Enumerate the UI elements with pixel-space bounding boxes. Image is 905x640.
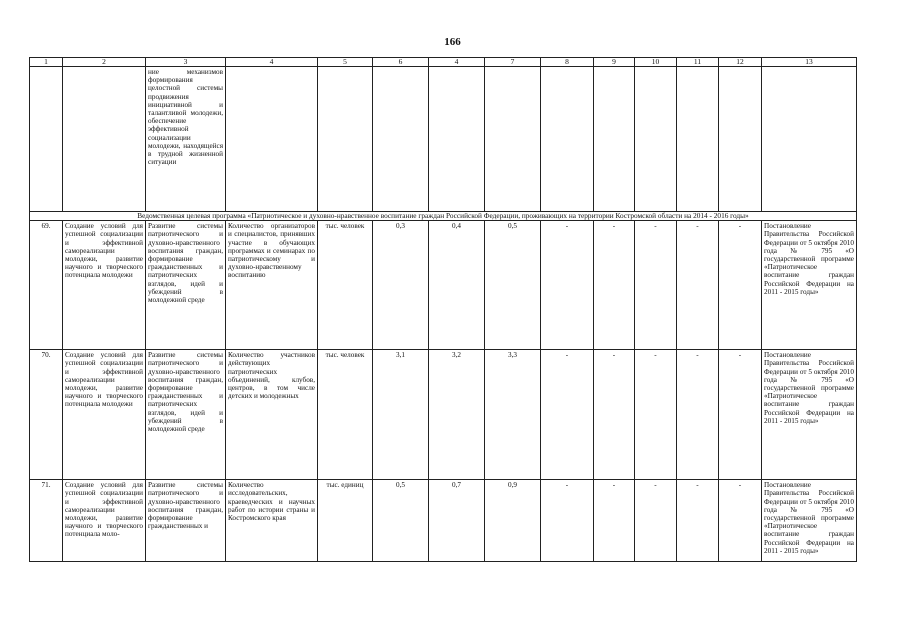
continuation-row bbox=[30, 67, 857, 212]
unit-cell: тыс. единиц bbox=[318, 480, 373, 562]
dash-cell: - bbox=[541, 480, 594, 562]
column-number: 4 bbox=[429, 58, 485, 67]
column-number: 6 bbox=[373, 58, 429, 67]
value-cell: 3,3 bbox=[485, 350, 541, 480]
column-number: 3 bbox=[146, 58, 226, 67]
column-number: 9 bbox=[594, 58, 635, 67]
row-number: 69. bbox=[30, 221, 63, 350]
page-number: 166 bbox=[444, 36, 461, 48]
dash-cell: - bbox=[541, 221, 594, 350]
dash-cell: - bbox=[594, 350, 635, 480]
table-row bbox=[30, 480, 857, 562]
dash-cell: - bbox=[719, 480, 762, 562]
indicators-table bbox=[29, 57, 857, 562]
dash-cell: - bbox=[719, 350, 762, 480]
document-cell: Постановление Правительства Российской Федерации от 5 октября 2010 года № 795 «О государственной программе «Патриотическое воспитание граждан Российской Федерации на 2011 - 2015 годы» bbox=[762, 350, 857, 480]
column-number: 1 bbox=[30, 58, 63, 67]
goal-cell: Создание условий для успешной социализации и эффективной самореализации молодежи, развитие научного и творческого потенциала молодежи bbox=[63, 350, 146, 480]
goal-cell: Создание условий для успешной социализации и эффективной самореализации молодежи, развитие научного и творческого потенциала молодежи bbox=[63, 221, 146, 350]
indicator-cell: Количество организаторов и специалистов, принявших участие в обучающих программах и семинарах по патриотическому и духовно-нравственному воспитанию bbox=[226, 221, 318, 350]
value-cell: 0,3 bbox=[373, 221, 429, 350]
dash-cell: - bbox=[594, 221, 635, 350]
column-number: 11 bbox=[677, 58, 719, 67]
indicator-cell: Количество исследовательских, краеведческих и научных работ по истории страны и Костромского края bbox=[226, 480, 318, 562]
value-cell: 3,1 bbox=[373, 350, 429, 480]
dash-cell: - bbox=[635, 350, 677, 480]
column-number-row bbox=[30, 58, 857, 67]
column-number: 8 bbox=[541, 58, 594, 67]
dash-cell: - bbox=[677, 480, 719, 562]
unit-cell: тыс. человек bbox=[318, 221, 373, 350]
row-number: 71. bbox=[30, 480, 63, 562]
dash-cell: - bbox=[635, 221, 677, 350]
document-cell: Постановление Правительства Российской Федерации от 5 октября 2010 года № 795 «О государственной программе «Патриотическое воспитание граждан Российской Федерации на 2011 - 2015 годы» bbox=[762, 480, 857, 562]
column-number: 13 bbox=[762, 58, 857, 67]
value-cell: 0,9 bbox=[485, 480, 541, 562]
column-number: 10 bbox=[635, 58, 677, 67]
task-cell: Развитие системы патриотического и духовно-нравственного воспитания граждан, формирование гражданственных и патриотических взглядов, идей и убеждений в молодежной среде bbox=[146, 221, 226, 350]
column-number: 12 bbox=[719, 58, 762, 67]
value-cell: 0,5 bbox=[373, 480, 429, 562]
column-number: 5 bbox=[318, 58, 373, 67]
row-number: 70. bbox=[30, 350, 63, 480]
dash-cell: - bbox=[719, 221, 762, 350]
unit-cell: тыс. человек bbox=[318, 350, 373, 480]
indicator-cell: Количество участников действующих патриотических объединений, клубов, центров, в том числе детских и молодежных bbox=[226, 350, 318, 480]
table-row bbox=[30, 350, 857, 480]
dash-cell: - bbox=[677, 350, 719, 480]
column-number: 7 bbox=[485, 58, 541, 67]
task-cell: Развитие системы патриотического и духовно-нравственного воспитания граждан, формирование гражданственных и патриотических взглядов, идей и убеждений в молодежной среде bbox=[146, 350, 226, 480]
table-row bbox=[30, 221, 857, 350]
dash-cell: - bbox=[541, 350, 594, 480]
section-heading-row bbox=[30, 212, 857, 221]
dash-cell: - bbox=[677, 221, 719, 350]
value-cell: 0,7 bbox=[429, 480, 485, 562]
value-cell: 0,5 bbox=[485, 221, 541, 350]
continued-task-text: ние механизмов формирования целостной системы продвижения инициативной и талантливой молодежи, обеспечение эффективной социализации молодежи, находящейся в трудной жизненной ситуации bbox=[146, 67, 226, 212]
column-number: 2 bbox=[63, 58, 146, 67]
goal-cell: Создание условий для успешной социализации и эффективной самореализации молодежи, развитие научного и творческого потенциала моло- bbox=[63, 480, 146, 562]
document-cell: Постановление Правительства Российской Федерации от 5 октября 2010 года № 795 «О государственной программе «Патриотическое воспитание граждан Российской Федерации на 2011 - 2015 годы» bbox=[762, 221, 857, 350]
column-number: 4 bbox=[226, 58, 318, 67]
task-cell: Развитие системы патриотического и духовно-нравственного воспитания граждан, формирование гражданственных и bbox=[146, 480, 226, 562]
dash-cell: - bbox=[594, 480, 635, 562]
section-title: Ведомственная целевая программа «Патриотическое и духовно-нравственное воспитание граждан Российской Федерации, проживающих на территории Костромской области на 2014 - 2016 годы» bbox=[30, 212, 857, 221]
value-cell: 3,2 bbox=[429, 350, 485, 480]
dash-cell: - bbox=[635, 480, 677, 562]
value-cell: 0,4 bbox=[429, 221, 485, 350]
